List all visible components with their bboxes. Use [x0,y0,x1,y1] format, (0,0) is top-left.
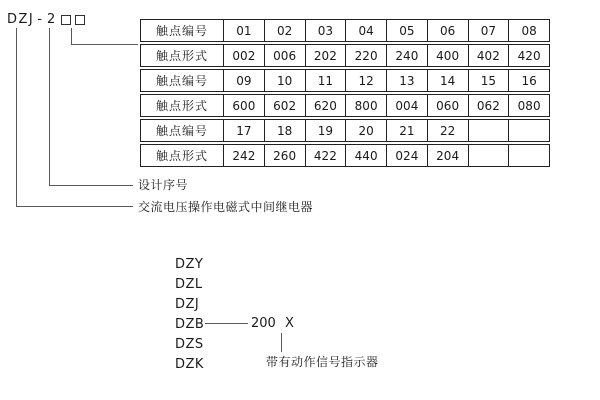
table-cell [508,120,549,141]
table-row [140,119,550,142]
table-row [140,69,550,92]
table-row [140,94,550,117]
table-cell: 03 [305,20,346,41]
table-cell: 07 [468,20,509,41]
table-cell: 440 [345,145,386,166]
table-cell: 04 [345,20,386,41]
table-cell: 242 [223,145,264,166]
row-header: 触点编号 [155,24,208,38]
callout-line-box-vertical [71,28,72,45]
dzb-value: 200 X [251,316,294,331]
table-cell [508,145,549,166]
table-cell: 062 [468,95,509,116]
table-cell: 11 [305,70,346,91]
dzb-connector-line [205,323,248,324]
type-list-item-dzj: DZJ [175,297,200,312]
table-cell: 004 [386,95,427,116]
table-cell: 12 [345,70,386,91]
table-cell: 09 [223,70,264,91]
table-cell [468,145,509,166]
table-row [140,19,550,42]
table-cell: 01 [223,20,264,41]
row-header: 触点编号 [155,124,208,138]
row-header: 触点形式 [155,99,208,113]
table-cell: 002 [223,45,264,66]
table-cell: 602 [264,95,305,116]
table-cell: 20 [345,120,386,141]
table-cell: 204 [427,145,468,166]
callout-line-box-horizontal [71,44,138,45]
indicator-connector-line [281,333,282,352]
table-cell: 16 [508,70,549,91]
callout-line-series-vertical [49,28,50,186]
table-cell: 402 [468,45,509,66]
indicator-note: 带有动作信号指示器 [266,355,379,369]
placeholder-box-1 [61,15,71,25]
table-cell: 080 [508,95,549,116]
row-header: 触点形式 [155,49,208,63]
placeholder-box-2 [75,15,85,25]
callout-line-prefix-horizontal [16,206,133,207]
table-cell: 202 [305,45,346,66]
type-list-item-dzy: DZY [175,257,204,272]
row-header: 触点形式 [155,149,208,163]
table-cell: 006 [264,45,305,66]
table-cell: 02 [264,20,305,41]
table-cell: 18 [264,120,305,141]
model-designation-code [7,13,89,27]
table-cell: 220 [345,45,386,66]
row-header: 触点编号 [155,74,208,88]
table-cell: 400 [427,45,468,66]
table-cell: 19 [305,120,346,141]
table-cell: 05 [386,20,427,41]
callout-line-prefix-vertical [16,28,17,207]
table-row [140,44,550,67]
table-cell: 420 [508,45,549,66]
table-cell: 13 [386,70,427,91]
table-cell: 17 [223,120,264,141]
model-series-digit: 2 [46,12,56,27]
table-cell: 10 [264,70,305,91]
type-list-item-dzs: DZS [175,337,204,352]
table-cell: 600 [223,95,264,116]
table-cell [468,120,509,141]
table-cell: 800 [345,95,386,116]
table-cell: 14 [427,70,468,91]
type-list-item-dzk: DZK [175,357,204,372]
table-cell: 06 [427,20,468,41]
table-cell: 060 [427,95,468,116]
contact-table [140,19,550,169]
model-separator: - [37,12,42,27]
model-prefix: DZJ [7,12,35,27]
table-cell: 422 [305,145,346,166]
table-row [140,144,550,167]
table-cell: 22 [427,120,468,141]
type-list-item-dzl: DZL [175,277,203,292]
table-cell: 08 [508,20,549,41]
table-cell: 620 [305,95,346,116]
design-series-label: 设计序号 [138,178,189,192]
relay-type-label: 交流电压操作电磁式中间继电器 [138,200,314,214]
table-cell: 15 [468,70,509,91]
callout-line-series-horizontal [49,185,133,186]
type-list-item-dzb: DZB [175,317,205,332]
table-cell: 260 [264,145,305,166]
table-cell: 240 [386,45,427,66]
table-cell: 024 [386,145,427,166]
table-cell: 21 [386,120,427,141]
